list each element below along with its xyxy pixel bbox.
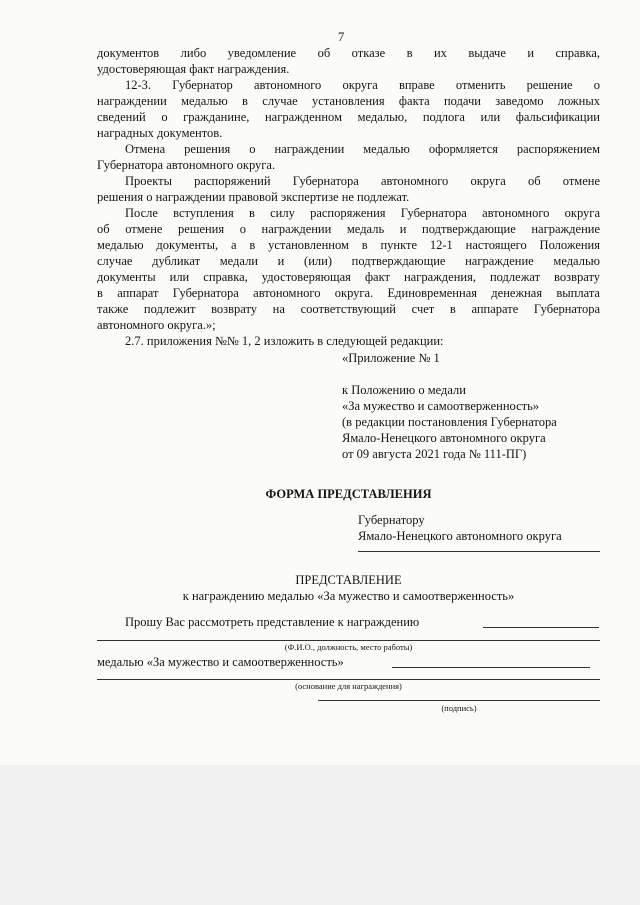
body-line: автономного округа.»; [97,318,216,332]
appendix-line: от 09 августа 2021 года № 111-ПГ) [342,447,527,461]
addressee-line: Губернатору [358,513,425,527]
request-blank-line [483,627,599,628]
medal-blank-line [392,667,590,668]
body-line: медалью документы, а в установленном в пункте 12-1 настоящего Положения [97,238,600,252]
hint-basis: (основание для награждения) [295,681,402,691]
request-text: Прошу Вас рассмотреть представление к награждению [125,615,420,629]
medal-text: медалью «За мужество и самоотверженность» [97,655,344,669]
form-title: ФОРМА ПРЕДСТАВЛЕНИЯ [265,487,432,501]
doc-title: ПРЕДСТАВЛЕНИЕ [295,573,402,587]
body-line: решения о награждении правовой экспертизе не подлежат. [97,190,410,204]
page-background [0,765,640,905]
addressee-blank-line [358,551,600,552]
body-line: Губернатора автономного округа. [97,158,276,172]
body-line: Проекты распоряжений Губернатора автономного округа об отмене [125,174,600,188]
signature-blank-line [318,700,600,701]
body-line: 12-3. Губернатор автономного округа вправе отменить решение о [125,78,600,92]
basis-blank-line [97,679,600,680]
doc-subtitle: к награждению медалью «За мужество и самоотверженность» [182,589,515,603]
hint-person: (Ф.И.О., должность, место работы) [284,642,413,652]
page-number: 7 [338,30,345,44]
body-line: наградных документов. [97,126,223,140]
body-line: в аппарат Губернатора автономного округа. Единовременная денежная выплата [97,286,600,300]
body-line: сведений о гражданине, награжденном медалью, подлога или фальсификации [97,110,600,124]
body-line: также подлежит возврату на соответствующий счет в аппарате Губернатора [97,302,600,316]
body-line: Отмена решения о награждении медалью оформляется распоряжением [125,142,600,156]
person-blank-line [97,640,600,641]
appendix-line: Ямало-Ненецкого автономного округа [342,431,546,445]
body-line: награждении медалью в случае установления факта подачи заведомо ложных [97,94,600,108]
body-line: После вступления в силу распоряжения Губернатора автономного округа [125,206,600,220]
body-line: документы или справка, удостоверяющая факт награждения, подлежат возврату [97,270,600,284]
appendix-line: к Положению о медали [342,383,466,397]
body-line: документов либо уведомление об отказе в их выдаче и справка, [97,46,600,60]
body-line: случае дубликат медали и (или) подтверждающие награждение медалью [97,254,600,268]
body-line: удостоверяющая факт награждения. [97,62,290,76]
hint-signature: (подпись) [441,703,477,713]
body-line: 2.7. приложения №№ 1, 2 изложить в следующей редакции: [125,334,444,348]
appendix-line: «За мужество и самоотверженность» [342,399,540,413]
appendix-line: (в редакции постановления Губернатора [342,415,557,429]
body-line: об отмене решения о награждении медаль и подтверждающие награждение [97,222,600,236]
appendix-title: «Приложение № 1 [342,351,440,365]
addressee-line: Ямало-Ненецкого автономного округа [358,529,562,543]
